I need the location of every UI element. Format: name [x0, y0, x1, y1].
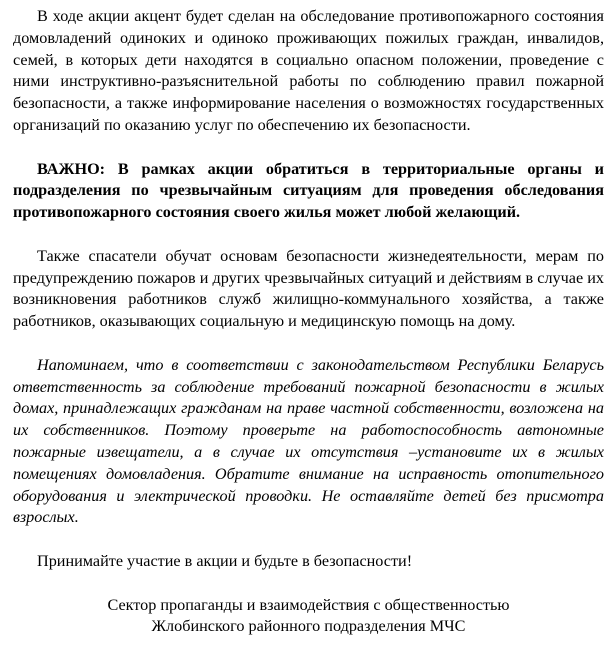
- signature-line-2: Жлобинского районного подразделения МЧС: [151, 617, 466, 636]
- paragraph-spacer: [13, 333, 604, 355]
- paragraph-spacer: [13, 573, 604, 595]
- call-to-action-paragraph: Принимайте участие в акции и будьте в безопасности!: [37, 551, 413, 570]
- paragraph-spacer: [13, 137, 604, 159]
- important-notice-paragraph: ВАЖНО: В рамках акции обратиться в территориальные органы и подразделения по чрезвычайным ситуациям для проведения обследования противопожарного состояния своего жилья может любой желающий.: [13, 159, 604, 222]
- paragraph-spacer: [13, 224, 604, 246]
- training-paragraph: Также спасатели обучат основам безопасности жизнедеятельности, мерам по предупреждению пожаров и других чрезвычайных ситуаций и действиям в случае их возникновения работников служб жилищно-коммунального хозяйства, а также работников, оказывающих социальную и медицинскую помощь на дому.: [13, 246, 604, 331]
- paragraph-spacer: [13, 529, 604, 551]
- signature-line-1: Сектор пропаганды и взаимодействия с общественностью: [107, 595, 510, 614]
- intro-paragraph: В ходе акции акцент будет сделан на обследование противопожарного состояния домовладений одиноких и одиноко проживающих пожилых граждан, инвалидов, семей, в которых дети находятся в социально опасном положении, проведение с ними инструктивно-разъяснительной работы по соблюдению правил пожарной безопасности, а также информирование населения о возможностях государственных организаций по оказанию услуг по обеспечению их безопасности.: [13, 7, 604, 134]
- reminder-paragraph: Напоминаем, что в соответствии с законодательством Республики Беларусь ответственность за соблюдение требований пожарной безопасности в жилых домах, принадлежащих гражданам на праве частной собственности, возложена на их собственников. Поэтому проверьте на работоспособность автономные пожарные извещатели, а в случае их отсутствия –установите их в жилых помещениях домовладения. Обратите внимание на исправность отопительного оборудования и электрической проводки. Не оставляйте детей без присмотра взрослых.: [13, 355, 604, 527]
